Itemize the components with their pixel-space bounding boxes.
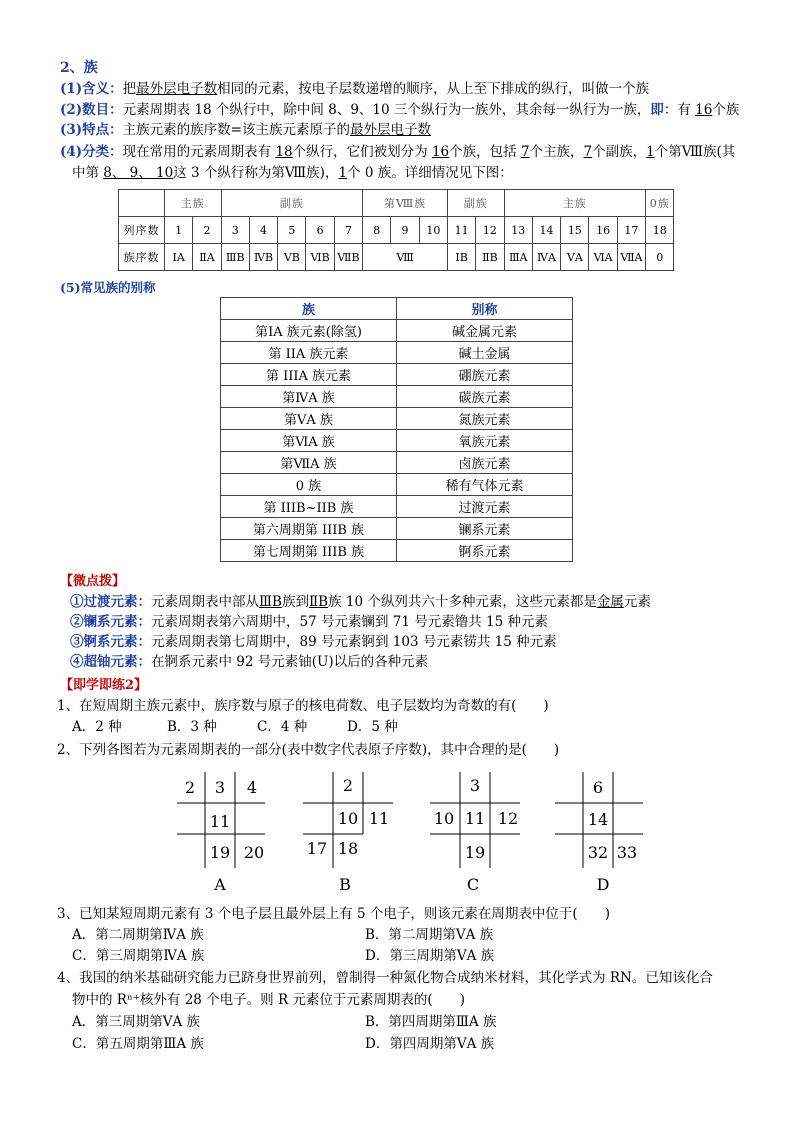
- row-label-column: 列序数: [119, 217, 165, 244]
- q4-option-d: D．第四周期第ⅤA 族: [365, 1036, 495, 1052]
- alias-name: 硼族元素: [397, 364, 573, 386]
- column-number: 6: [306, 217, 334, 244]
- grid-d: [553, 772, 653, 872]
- alias-group: 第 IIIA 族元素: [221, 364, 397, 386]
- alias-group: 第ⅦA 族: [221, 452, 397, 474]
- table-row: [221, 540, 573, 562]
- grid-c: [430, 772, 530, 872]
- column-number: 18: [646, 217, 674, 244]
- group-number: ⅡA: [193, 244, 221, 271]
- table-row: [221, 452, 573, 474]
- header-main-a: 主族: [165, 190, 222, 217]
- grid-a: [175, 772, 275, 872]
- grid-num: 6: [592, 778, 604, 797]
- alias-group: 第 IIIB~IIB 族: [221, 496, 397, 518]
- grid-num: 11: [464, 809, 486, 828]
- group-number: ⅦB: [334, 244, 362, 271]
- group-number: ⅤA: [561, 244, 589, 271]
- tip-lanthanide: ②镧系元素：元素周期表第六周期中，57 号元素镧到 71 号元素镥共 15 种元素: [70, 614, 548, 630]
- q1-option-d: D．5 种: [347, 719, 398, 735]
- header-sub-b2: 副族: [447, 190, 504, 217]
- item-meaning: (1)含义：把最外层电子数相同的元素，按电子层数递增的顺序，从上至下排成的纵行，叫做一个族: [60, 81, 650, 97]
- grid-num: 19: [209, 843, 231, 862]
- table-row: [221, 408, 573, 430]
- item-classification: (4)分类：现在常用的元素周期表有 18个纵行，它们被划分为 16个族，包括 7个主族，7个副族，1个第Ⅷ族(其: [60, 144, 736, 160]
- alias-name: 稀有气体元素: [397, 474, 573, 496]
- alias-group: 第ⅣA 族: [221, 386, 397, 408]
- item-count: (2)数目：元素周期表 18 个纵行中，除中间 8、9、10 三个纵行为一族外，其余每一纵行为一族，即：有 16个族: [60, 102, 740, 118]
- tip-title: 【微点拨】: [60, 574, 126, 589]
- group-number: Ⅷ: [363, 244, 448, 271]
- group-number: ⅤB: [278, 244, 306, 271]
- grid-num: 33: [616, 843, 638, 862]
- table-row: [221, 474, 573, 496]
- column-number: 7: [334, 217, 362, 244]
- alias-name: 氧族元素: [397, 430, 573, 452]
- column-number: 8: [363, 217, 391, 244]
- alias-name: 卤族元素: [397, 452, 573, 474]
- row-label-group: 族序数: [119, 244, 165, 271]
- grid-num: 10: [433, 809, 455, 828]
- grid-num: 19: [464, 843, 486, 862]
- column-number: 3: [221, 217, 249, 244]
- alias-name: 碱金属元素: [397, 320, 573, 342]
- column-number: 14: [532, 217, 560, 244]
- column-number: 13: [504, 217, 532, 244]
- column-number: 1: [165, 217, 193, 244]
- group-number: ⅢA: [504, 244, 532, 271]
- tip-actinide: ③锕系元素：元素周期表第七周期中，89 号元素锕到 103 号元素铹共 15 种元素: [70, 634, 557, 650]
- alias-table: [220, 297, 573, 562]
- group-number: ⅢB: [221, 244, 249, 271]
- grid-num: 11: [209, 812, 231, 831]
- column-number: 2: [193, 217, 221, 244]
- alias-header-group: 族: [221, 298, 397, 320]
- question-2: 2、下列各图若为元素周期表的一部分(表中数字代表原子序数)，其中合理的是( ): [57, 742, 560, 758]
- table-row: [221, 320, 573, 342]
- alias-name: 镧系元素: [397, 518, 573, 540]
- grid-num: 3: [214, 778, 226, 797]
- table-row: [221, 342, 573, 364]
- grid-b-label: B: [339, 875, 351, 894]
- question-1: 1、在短周期主族元素中，族序数与原子的核电荷数、电子层数均为奇数的有( ): [57, 698, 549, 714]
- header-main-a2: 主族: [504, 190, 645, 217]
- q3-option-d: D．第三周期第ⅤA 族: [365, 948, 495, 964]
- alias-name: 氮族元素: [397, 408, 573, 430]
- alias-group: 第七周期第 IIIB 族: [221, 540, 397, 562]
- group-number: ⅥB: [306, 244, 334, 271]
- alias-group: 第ⅠA 族元素(除氢): [221, 320, 397, 342]
- grid-num: 2: [184, 778, 196, 797]
- grid-num: 18: [337, 839, 359, 858]
- practice-title: 【即学即练2】: [60, 678, 148, 693]
- grid-num: 10: [337, 809, 359, 828]
- group-number: ⅡB: [476, 244, 504, 271]
- group-number: ⅠB: [447, 244, 475, 271]
- grid-num: 32: [587, 843, 609, 862]
- alias-group: 0 族: [221, 474, 397, 496]
- group-number: ⅣB: [249, 244, 277, 271]
- alias-name: 碱土金属: [397, 342, 573, 364]
- alias-group: 第 IIA 族元素: [221, 342, 397, 364]
- grid-b: [303, 772, 403, 872]
- q4-option-c: C．第五周期第ⅢA 族: [72, 1036, 204, 1052]
- question-4: 4、我国的纳米基础研究能力已跻身世界前列，曾制得一种氮化物合成纳米材料，其化学式为 RN。已知该化合: [57, 970, 713, 986]
- grid-c-label: C: [466, 875, 480, 894]
- q1-option-a: A．2 种: [72, 719, 122, 735]
- column-number: 16: [589, 217, 617, 244]
- group-number: 0: [646, 244, 674, 271]
- grid-num: 12: [497, 809, 519, 828]
- alias-group: 第ⅥA 族: [221, 430, 397, 452]
- item-feature: (3)特点：主族元素的族序数=该主族元素原子的最外层电子数: [60, 122, 431, 138]
- header-zero: 0族: [646, 190, 674, 217]
- grid-num: 17: [306, 839, 328, 858]
- header-sub-b: 副族: [221, 190, 362, 217]
- q1-option-b: B．3 种: [167, 719, 217, 735]
- grid-num: 14: [587, 810, 609, 829]
- group-number: ⅣA: [532, 244, 560, 271]
- grid-d-label: D: [596, 875, 610, 894]
- table-row: [221, 430, 573, 452]
- column-number: 4: [249, 217, 277, 244]
- table-row: [221, 496, 573, 518]
- q3-option-c: C．第三周期第ⅣA 族: [72, 948, 205, 964]
- tip-transuranium: ④超铀元素：在锕系元素中 92 号元素铀(U)以后的各种元素: [70, 654, 429, 670]
- column-number: 17: [617, 217, 645, 244]
- table-row: [221, 518, 573, 540]
- table-row: [221, 386, 573, 408]
- column-number: 12: [476, 217, 504, 244]
- alias-group: 第ⅤA 族: [221, 408, 397, 430]
- column-number: 15: [561, 217, 589, 244]
- tip-transition: ①过渡元素：元素周期表中部从ⅢB族到ⅡB族 10 个纵列共六十多种元素，这些元素都是金属元素: [70, 594, 651, 610]
- column-number: 11: [447, 217, 475, 244]
- question-4-cont: 物中的 Rⁿ⁺核外有 28 个电子。则 R 元素位于元素周期表的( ): [72, 992, 465, 1008]
- alias-group: 第六周期第 IIIB 族: [221, 518, 397, 540]
- q3-option-a: A．第二周期第ⅣA 族: [72, 927, 204, 943]
- column-number: 9: [391, 217, 419, 244]
- grid-num: 20: [243, 843, 265, 862]
- q4-option-a: A．第三周期第ⅤA 族: [72, 1014, 201, 1030]
- group-number: ⅥA: [589, 244, 617, 271]
- table-row: [221, 364, 573, 386]
- q3-option-b: B．第二周期第ⅤA 族: [365, 927, 494, 943]
- q4-option-b: B．第四周期第ⅢA 族: [365, 1014, 497, 1030]
- column-number: 5: [278, 217, 306, 244]
- question-3: 3、已知某短周期元素有 3 个电子层且最外层上有 5 个电子，则该元素在周期表中位于( ): [57, 906, 610, 922]
- corner-cell: [119, 190, 165, 217]
- alias-header-name: 别称: [397, 298, 573, 320]
- grid-num: 2: [342, 776, 354, 795]
- group-number: ⅦA: [617, 244, 645, 271]
- header-viii: 第Ⅷ族: [363, 190, 448, 217]
- grid-num: 11: [368, 809, 390, 828]
- group-table: [118, 189, 674, 271]
- q1-option-c: C．4 种: [257, 719, 308, 735]
- alias-title: (5)常见族的别称: [60, 280, 156, 295]
- alias-name: 碳族元素: [397, 386, 573, 408]
- group-number: ⅠA: [165, 244, 193, 271]
- column-number: 10: [419, 217, 447, 244]
- grid-a-label: A: [214, 875, 226, 894]
- grid-num: 4: [246, 778, 258, 797]
- item-classification-cont: 中第 8、 9、 10这 3 个纵行称为第Ⅷ族)，1个 0 族。详细情况见下图：: [72, 165, 513, 181]
- alias-name: 过渡元素: [397, 496, 573, 518]
- alias-name: 锕系元素: [397, 540, 573, 562]
- grid-num: 3: [469, 776, 481, 795]
- section-heading: 2、族: [60, 60, 98, 76]
